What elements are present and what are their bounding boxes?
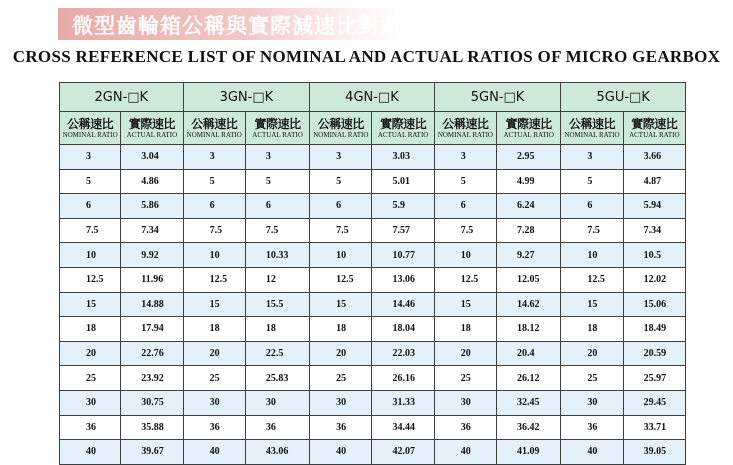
nominal-ratio-cell: 3 <box>434 145 496 170</box>
actual-ratio-cell: 12.05 <box>497 267 561 292</box>
nominal-ratio-cell: 30 <box>183 390 245 415</box>
nominal-ratio-cell: 7.5 <box>60 218 121 243</box>
actual-ratio-label-cn: 實際速比 <box>380 116 427 131</box>
table-row <box>60 292 686 317</box>
actual-ratio-header <box>121 112 183 145</box>
nominal-ratio-cell: 7.5 <box>310 218 372 243</box>
table-row <box>60 218 686 243</box>
actual-ratio-header <box>623 112 685 145</box>
actual-ratio-cell: 25.83 <box>245 366 309 391</box>
nominal-ratio-cell: 25 <box>60 366 121 391</box>
nominal-ratio-cell: 5 <box>434 169 496 194</box>
actual-ratio-label-cn: 實際速比 <box>505 116 552 131</box>
actual-ratio-label-cn: 實際速比 <box>254 116 301 131</box>
nominal-ratio-cell: 10 <box>561 243 623 268</box>
nominal-ratio-label-en: NOMINAL RATIO <box>186 130 242 139</box>
nominal-ratio-cell: 20 <box>310 341 372 366</box>
actual-ratio-cell: 10.33 <box>245 243 309 268</box>
nominal-ratio-cell: 12.5 <box>561 267 623 292</box>
actual-ratio-cell: 39.67 <box>121 440 183 465</box>
table-row <box>60 415 686 440</box>
actual-ratio-cell: 32.45 <box>497 390 561 415</box>
actual-ratio-cell: 36 <box>245 415 309 440</box>
actual-ratio-cell: 22.5 <box>245 341 309 366</box>
table-row <box>60 267 686 292</box>
nominal-ratio-label-cn: 公稱速比 <box>442 116 489 131</box>
nominal-ratio-cell: 12.5 <box>60 267 121 292</box>
nominal-ratio-cell: 25 <box>183 366 245 391</box>
nominal-ratio-header <box>434 112 496 145</box>
nominal-ratio-cell: 10 <box>434 243 496 268</box>
table-row <box>60 390 686 415</box>
actual-ratio-cell: 26.12 <box>497 366 561 391</box>
actual-ratio-cell: 10.5 <box>623 243 685 268</box>
nominal-ratio-cell: 20 <box>434 341 496 366</box>
actual-ratio-cell: 6.24 <box>497 194 561 219</box>
actual-ratio-cell: 22.03 <box>372 341 434 366</box>
nominal-ratio-cell: 40 <box>561 440 623 465</box>
ratio-type-header-row <box>60 112 686 145</box>
actual-ratio-cell: 12.02 <box>623 267 685 292</box>
nominal-ratio-cell: 5 <box>310 169 372 194</box>
actual-ratio-cell: 14.62 <box>497 292 561 317</box>
nominal-ratio-cell: 6 <box>183 194 245 219</box>
actual-ratio-cell: 5.01 <box>372 169 434 194</box>
nominal-ratio-cell: 20 <box>183 341 245 366</box>
nominal-ratio-header <box>183 112 245 145</box>
actual-ratio-cell: 4.87 <box>623 169 685 194</box>
actual-ratio-cell: 34.44 <box>372 415 434 440</box>
nominal-ratio-cell: 15 <box>434 292 496 317</box>
nominal-ratio-cell: 25 <box>434 366 496 391</box>
table-row <box>60 194 686 219</box>
actual-ratio-cell: 10.77 <box>372 243 434 268</box>
actual-ratio-cell: 3.03 <box>372 145 434 170</box>
table-row <box>60 169 686 194</box>
nominal-ratio-cell: 3 <box>310 145 372 170</box>
actual-ratio-label-cn: 實際速比 <box>128 116 175 131</box>
nominal-ratio-label-en: NOMINAL RATIO <box>437 130 493 139</box>
nominal-ratio-cell: 36 <box>434 415 496 440</box>
nominal-ratio-cell: 5 <box>561 169 623 194</box>
nominal-ratio-cell: 5 <box>183 169 245 194</box>
actual-ratio-cell: 6 <box>245 194 309 219</box>
nominal-ratio-cell: 10 <box>310 243 372 268</box>
actual-ratio-cell: 42.07 <box>372 440 434 465</box>
page-title-english: CROSS REFERENCE LIST OF NOMINAL AND ACTUAL RATIOS OF MICRO GEARBOX <box>12 47 721 66</box>
actual-ratio-cell: 3.66 <box>623 145 685 170</box>
table-row <box>60 366 686 391</box>
actual-ratio-cell: 23.92 <box>121 366 183 391</box>
actual-ratio-cell: 3 <box>245 145 309 170</box>
nominal-ratio-cell: 36 <box>310 415 372 440</box>
nominal-ratio-cell: 7.5 <box>434 218 496 243</box>
table-row <box>60 243 686 268</box>
actual-ratio-cell: 13.06 <box>372 267 434 292</box>
actual-ratio-cell: 9.27 <box>497 243 561 268</box>
nominal-ratio-cell: 5 <box>60 169 121 194</box>
nominal-ratio-cell: 3 <box>183 145 245 170</box>
actual-ratio-cell: 17.94 <box>121 317 183 342</box>
actual-ratio-cell: 41.09 <box>497 440 561 465</box>
nominal-ratio-cell: 20 <box>60 341 121 366</box>
nominal-ratio-cell: 6 <box>434 194 496 219</box>
model-header-5gn: 5GN-□K <box>434 83 561 112</box>
actual-ratio-label-cn: 實際速比 <box>631 116 678 131</box>
nominal-ratio-cell: 15 <box>310 292 372 317</box>
actual-ratio-cell: 3.04 <box>121 145 183 170</box>
actual-ratio-cell: 29.45 <box>623 390 685 415</box>
nominal-ratio-cell: 15 <box>60 292 121 317</box>
actual-ratio-cell: 14.88 <box>121 292 183 317</box>
nominal-ratio-cell: 7.5 <box>183 218 245 243</box>
model-header-4gn: 4GN-□K <box>310 83 435 112</box>
nominal-ratio-header <box>561 112 623 145</box>
ratio-table <box>59 82 686 465</box>
nominal-ratio-cell: 25 <box>561 366 623 391</box>
actual-ratio-cell: 14.46 <box>372 292 434 317</box>
actual-ratio-cell: 5.94 <box>623 194 685 219</box>
model-header-5gu: 5GU-□K <box>561 83 686 112</box>
actual-ratio-cell: 5 <box>245 169 309 194</box>
nominal-ratio-label-en: NOMINAL RATIO <box>564 130 620 139</box>
nominal-ratio-cell: 30 <box>434 390 496 415</box>
actual-ratio-cell: 18 <box>245 317 309 342</box>
nominal-ratio-cell: 3 <box>561 145 623 170</box>
nominal-ratio-cell: 10 <box>60 243 121 268</box>
actual-ratio-label-en: ACTUAL RATIO <box>377 130 429 139</box>
actual-ratio-cell: 4.99 <box>497 169 561 194</box>
nominal-ratio-cell: 30 <box>561 390 623 415</box>
nominal-ratio-cell: 12.5 <box>434 267 496 292</box>
nominal-ratio-label-cn: 公稱速比 <box>67 116 114 131</box>
actual-ratio-label-en: ACTUAL RATIO <box>629 130 680 139</box>
nominal-ratio-header <box>310 112 372 145</box>
actual-ratio-cell: 2.95 <box>497 145 561 170</box>
actual-ratio-cell: 15.06 <box>623 292 685 317</box>
actual-ratio-cell: 36.42 <box>497 415 561 440</box>
actual-ratio-cell: 30 <box>245 390 309 415</box>
actual-ratio-label-en: ACTUAL RATIO <box>126 130 178 139</box>
nominal-ratio-cell: 7.5 <box>561 218 623 243</box>
nominal-ratio-cell: 36 <box>561 415 623 440</box>
actual-ratio-cell: 4.86 <box>121 169 183 194</box>
actual-ratio-cell: 35.88 <box>121 415 183 440</box>
nominal-ratio-cell: 12.5 <box>183 267 245 292</box>
actual-ratio-cell: 7.57 <box>372 218 434 243</box>
actual-ratio-cell: 33.71 <box>623 415 685 440</box>
nominal-ratio-cell: 36 <box>60 415 121 440</box>
nominal-ratio-label-en: NOMINAL RATIO <box>313 130 369 139</box>
actual-ratio-cell: 9.92 <box>121 243 183 268</box>
actual-ratio-cell: 31.33 <box>372 390 434 415</box>
table-row <box>60 145 686 170</box>
actual-ratio-cell: 5.86 <box>121 194 183 219</box>
ratio-table-body <box>60 145 686 465</box>
nominal-ratio-cell: 15 <box>183 292 245 317</box>
nominal-ratio-cell: 20 <box>561 341 623 366</box>
actual-ratio-cell: 25.97 <box>623 366 685 391</box>
actual-ratio-header <box>245 112 309 145</box>
actual-ratio-cell: 15.5 <box>245 292 309 317</box>
table-row <box>60 317 686 342</box>
nominal-ratio-cell: 40 <box>60 440 121 465</box>
nominal-ratio-cell: 18 <box>310 317 372 342</box>
nominal-ratio-cell: 3 <box>60 145 121 170</box>
nominal-ratio-cell: 40 <box>183 440 245 465</box>
actual-ratio-header <box>497 112 561 145</box>
nominal-ratio-cell: 36 <box>183 415 245 440</box>
nominal-ratio-cell: 6 <box>60 194 121 219</box>
actual-ratio-cell: 5.9 <box>372 194 434 219</box>
nominal-ratio-cell: 18 <box>60 317 121 342</box>
nominal-ratio-label-cn: 公稱速比 <box>317 116 364 131</box>
actual-ratio-cell: 43.06 <box>245 440 309 465</box>
nominal-ratio-header <box>60 112 121 145</box>
actual-ratio-cell: 7.28 <box>497 218 561 243</box>
table-row <box>60 341 686 366</box>
nominal-ratio-cell: 25 <box>310 366 372 391</box>
model-header-2gn: 2GN-□K <box>60 83 184 112</box>
nominal-ratio-cell: 10 <box>183 243 245 268</box>
nominal-ratio-cell: 30 <box>60 390 121 415</box>
actual-ratio-label-en: ACTUAL RATIO <box>252 130 303 139</box>
nominal-ratio-cell: 18 <box>183 317 245 342</box>
model-header-3gn: 3GN-□K <box>183 83 310 112</box>
nominal-ratio-cell: 12.5 <box>310 267 372 292</box>
actual-ratio-cell: 11.96 <box>121 267 183 292</box>
actual-ratio-label-en: ACTUAL RATIO <box>503 130 554 139</box>
actual-ratio-cell: 26.16 <box>372 366 434 391</box>
actual-ratio-cell: 7.34 <box>121 218 183 243</box>
page-title-chinese: 微型齒輪箱公稱與實際減速比對照表 <box>72 14 424 38</box>
nominal-ratio-cell: 6 <box>561 194 623 219</box>
nominal-ratio-cell: 18 <box>434 317 496 342</box>
nominal-ratio-cell: 30 <box>310 390 372 415</box>
actual-ratio-cell: 18.04 <box>372 317 434 342</box>
actual-ratio-cell: 7.34 <box>623 218 685 243</box>
nominal-ratio-cell: 40 <box>434 440 496 465</box>
actual-ratio-cell: 18.49 <box>623 317 685 342</box>
actual-ratio-cell: 22.76 <box>121 341 183 366</box>
nominal-ratio-cell: 18 <box>561 317 623 342</box>
model-header-row <box>60 83 686 112</box>
actual-ratio-cell: 20.59 <box>623 341 685 366</box>
actual-ratio-cell: 7.5 <box>245 218 309 243</box>
nominal-ratio-label-cn: 公稱速比 <box>568 116 615 131</box>
nominal-ratio-cell: 6 <box>310 194 372 219</box>
actual-ratio-cell: 30.75 <box>121 390 183 415</box>
table-row <box>60 440 686 465</box>
nominal-ratio-cell: 15 <box>561 292 623 317</box>
nominal-ratio-label-cn: 公稱速比 <box>191 116 238 131</box>
nominal-ratio-label-en: NOMINAL RATIO <box>62 130 118 139</box>
actual-ratio-cell: 18.12 <box>497 317 561 342</box>
actual-ratio-cell: 39.05 <box>623 440 685 465</box>
actual-ratio-cell: 12 <box>245 267 309 292</box>
actual-ratio-cell: 20.4 <box>497 341 561 366</box>
nominal-ratio-cell: 40 <box>310 440 372 465</box>
actual-ratio-header <box>372 112 434 145</box>
